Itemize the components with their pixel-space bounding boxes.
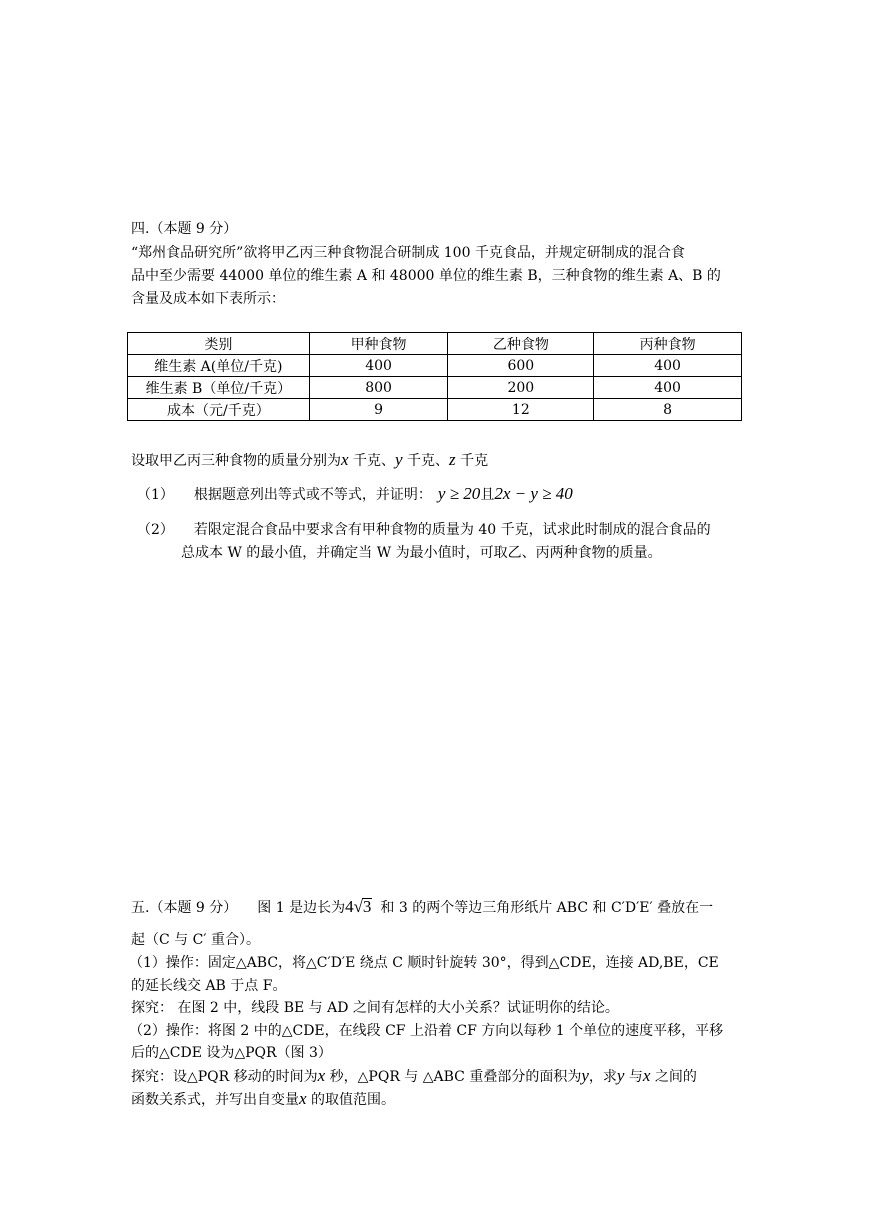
table-cell: 400 — [309, 355, 448, 377]
part1-text: 根据题意列出等式或不等式，并证明： — [193, 487, 432, 503]
q4-setup — [131, 450, 488, 471]
table-header-cell: 甲种食物 — [309, 333, 448, 355]
q5-text: ，求 — [588, 1069, 617, 1085]
part-number: （1） — [137, 487, 174, 503]
inequality-1: y ≥ 20 — [437, 484, 481, 503]
table-header-cell: 乙种食物 — [448, 333, 594, 355]
q4-intro-line-1: “郑州食品研究所”欲将甲乙丙三种食物混合研制成 100 千克食品，并规定研制成的混合食 — [131, 245, 685, 261]
table-header-cell: 类别 — [128, 333, 310, 355]
q5-line-7: 后的△CDE 设为△PQR（图 3） — [131, 1045, 332, 1061]
q5-heading: 五.（本题 9 分） — [131, 900, 238, 916]
unit-text: 千克、 — [402, 453, 449, 469]
vitamin-table — [127, 332, 742, 421]
q5-text: 之间的 — [650, 1069, 697, 1085]
setup-prefix: 设取甲乙丙三种食物的质量分别为 — [131, 453, 341, 469]
table-cell: 600 — [448, 355, 594, 377]
q5-line-4: 的延长线交 AB 于点 F。 — [131, 978, 287, 994]
q4-part2 — [137, 520, 711, 540]
q5-text: 的取值范围。 — [306, 1092, 395, 1108]
table-cell: 400 — [594, 377, 742, 399]
inequality-2: 2x − y ≥ 40 — [494, 484, 573, 503]
table-cell: 800 — [309, 377, 448, 399]
q5-line-1 — [131, 897, 713, 918]
q5-line-8 — [131, 1066, 697, 1087]
q4-heading: 四.（本题 9 分） — [131, 221, 238, 237]
joiner-text: 且 — [480, 487, 495, 503]
var-z: z — [449, 450, 456, 469]
var-y: y — [395, 450, 403, 469]
q5-line-2: 起（C 与 C′ 重合）。 — [131, 932, 260, 948]
q5-text: 探究：设△PQR 移动的时间为 — [131, 1069, 318, 1085]
q5-text: 和 3 的两个等边三角形纸片 ABC 和 C′D′E′ 叠放在一 — [380, 900, 714, 916]
q5-text: 与 — [624, 1069, 643, 1085]
unit-text: 千克 — [455, 453, 489, 469]
radicand: 3 — [362, 897, 372, 916]
q4-intro-line-3: 含量及成本如下表所示： — [131, 291, 285, 307]
q4-intro-line-2: 品中至少需要 44000 单位的维生素 A 和 48000 单位的维生素 B，三种食物的维生素 A、B 的 — [131, 268, 721, 284]
q5-line-9 — [131, 1089, 395, 1110]
var-x: x — [299, 1089, 307, 1108]
table-cell: 维生素 B（单位/千克） — [128, 377, 310, 399]
table-cell: 400 — [594, 355, 742, 377]
q4-part2-line-2: 总成本 W 的最小值，并确定当 W 为最小值时，可取乙、丙两种食物的质量。 — [181, 545, 662, 561]
table-header-cell: 丙种食物 — [594, 333, 742, 355]
table-cell: 成本（元/千克） — [128, 399, 310, 421]
table-header-row — [128, 333, 742, 355]
table-cell: 9 — [309, 399, 448, 421]
q5-text: 函数关系式，并写出自变量 — [131, 1092, 299, 1108]
table-row — [128, 355, 742, 377]
q4-part1 — [137, 484, 573, 505]
var-y: y — [581, 1066, 589, 1085]
var-y: y — [616, 1066, 625, 1085]
q5-text: 图 1 是边长为 — [257, 900, 346, 916]
q5-line-3: （1）操作：固定△ABC，将△C′D′E 绕点 C 顺时针旋转 30°，得到△CDE，连接 AD,BE，CE — [129, 955, 719, 971]
var-x: x — [341, 450, 349, 469]
part2-line-1: 若限定混合食品中要求含有甲种食物的质量为 40 千克，试求此时制成的混合食品的 — [193, 522, 711, 538]
table-cell: 12 — [448, 399, 594, 421]
table-row — [128, 377, 742, 399]
table-cell: 200 — [448, 377, 594, 399]
var-x: x — [317, 1066, 326, 1085]
q5-line-5: 探究： 在图 2 中，线段 BE 与 AD 之间有怎样的大小关系？试证明你的结论。 — [131, 1000, 619, 1016]
q5-line-6: （2）操作：将图 2 中的△CDE，在线段 CF 上沿着 CF 方向以每秒 1 个单位的速度平移，平移 — [129, 1023, 724, 1039]
sqrt-sign: √ — [353, 897, 363, 916]
coefficient: 4 — [345, 897, 354, 916]
table-row — [128, 399, 742, 421]
q5-text: 秒，△PQR 与 △ABC 重叠部分的面积为 — [325, 1069, 582, 1085]
unit-text: 千克、 — [348, 453, 395, 469]
part-number: （2） — [137, 522, 174, 538]
table-cell: 维生素 A(单位/千克) — [128, 355, 310, 377]
var-x: x — [642, 1066, 651, 1085]
table-cell: 8 — [594, 399, 742, 421]
